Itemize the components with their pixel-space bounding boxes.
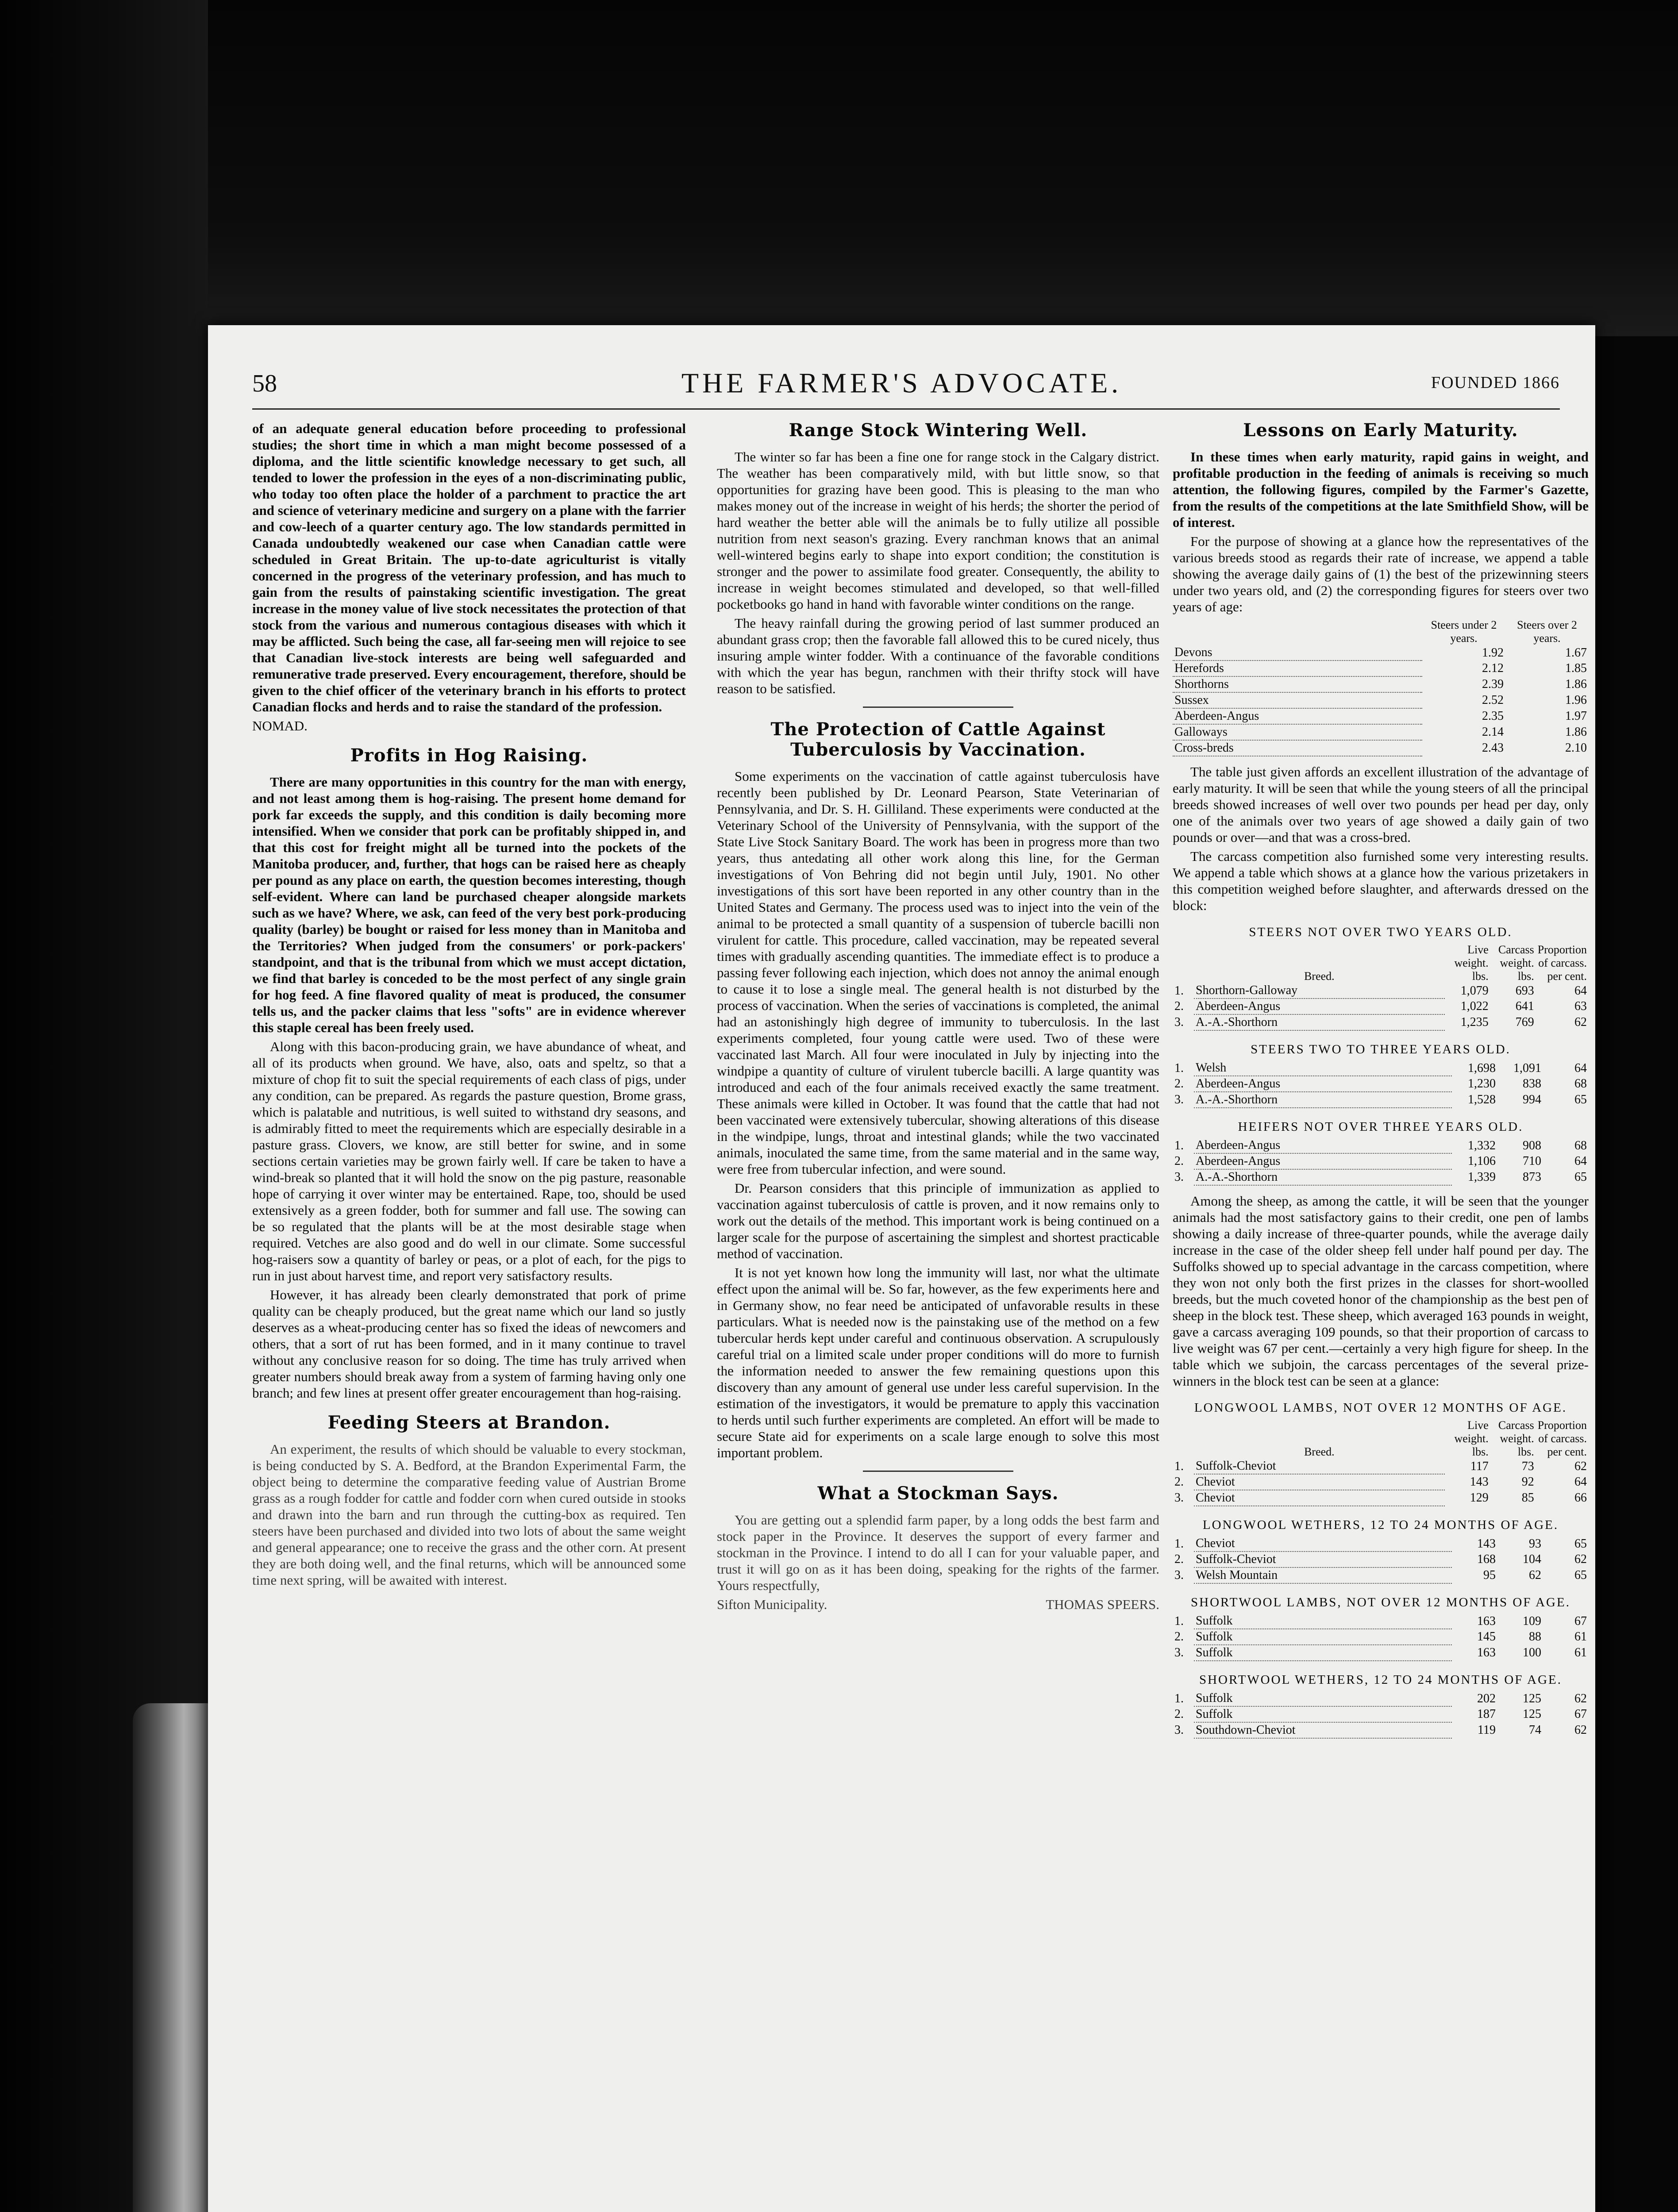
table-header-cell: Live weight. lbs. xyxy=(1454,943,1489,983)
rank-cell: 3. xyxy=(1174,1491,1184,1505)
rank-cell: 1. xyxy=(1174,1691,1184,1705)
carcass-weight-cell: 1,091 xyxy=(1513,1061,1541,1075)
carcass-table xyxy=(1173,1060,1589,1108)
gain-over-two-cell: 1.97 xyxy=(1565,709,1587,723)
breed-cell: Shorthorn-Galloway xyxy=(1194,983,1445,998)
table-row xyxy=(1173,661,1589,676)
section-rule xyxy=(863,1471,1013,1472)
table-header-row xyxy=(1173,618,1589,645)
carcass-weight-cell: 93 xyxy=(1529,1536,1541,1551)
live-weight-cell: 1,332 xyxy=(1468,1138,1496,1152)
carcass-weight-cell: 100 xyxy=(1523,1646,1541,1659)
breed-cell: Shorthorns xyxy=(1173,676,1422,692)
live-weight-cell: 95 xyxy=(1483,1568,1496,1582)
table-caption: STEERS NOT OVER TWO YEARS OLD. xyxy=(1249,925,1513,939)
table-row xyxy=(1173,1014,1589,1030)
table-row xyxy=(1173,1722,1589,1738)
stockman-place: Sifton Municipality. xyxy=(717,1597,827,1612)
table-header-cell: Breed. xyxy=(1304,1445,1335,1458)
rank-cell: 3. xyxy=(1174,1723,1184,1737)
breed-cell: Cheviot xyxy=(1194,1474,1445,1490)
gain-over-two-cell: 1.85 xyxy=(1565,661,1587,675)
daily-gain-table xyxy=(1173,618,1589,757)
table-header-cell: Carcass weight. lbs. xyxy=(1498,1419,1534,1458)
table-row xyxy=(1173,1551,1589,1567)
live-weight-cell: 145 xyxy=(1477,1630,1496,1644)
carcass-table xyxy=(1173,943,1589,1031)
range-heading: Range Stock Wintering Well. xyxy=(789,420,1088,441)
live-weight-cell: 1,339 xyxy=(1468,1170,1496,1184)
steers-heading: Feeding Steers at Brandon. xyxy=(327,1412,611,1433)
proportion-cell: 61 xyxy=(1574,1646,1587,1659)
proportion-cell: 67 xyxy=(1574,1614,1587,1628)
rank-cell: 1. xyxy=(1174,983,1184,998)
carcass-weight-cell: 73 xyxy=(1521,1459,1534,1473)
live-weight-cell: 117 xyxy=(1470,1459,1489,1473)
table-row xyxy=(1173,1567,1589,1583)
proportion-cell: 62 xyxy=(1574,1691,1587,1705)
carcass-weight-cell: 873 xyxy=(1523,1170,1541,1184)
table-header-cell: Breed. xyxy=(1304,970,1335,983)
carcass-weight-cell: 62 xyxy=(1529,1568,1541,1582)
cattle-tables xyxy=(1173,925,1589,1186)
live-weight-cell: 143 xyxy=(1470,1475,1489,1489)
header-rule xyxy=(252,408,1560,410)
table-header-cell: Live weight. lbs. xyxy=(1454,1419,1489,1458)
table-row xyxy=(1173,998,1589,1014)
table-caption: SHORTWOOL WETHERS, 12 TO 24 MONTHS OF AGE. xyxy=(1199,1673,1563,1687)
live-weight-cell: 1,079 xyxy=(1460,983,1489,998)
proportion-cell: 65 xyxy=(1574,1093,1587,1106)
rank-cell: 2. xyxy=(1174,1630,1184,1644)
table-header-cell: Carcass weight. lbs. xyxy=(1498,943,1534,983)
proportion-cell: 63 xyxy=(1574,999,1587,1013)
proportion-cell: 64 xyxy=(1574,1061,1587,1075)
tuberculosis-paragraph: Dr. Pearson considers that this principle of immunization as applied to vaccination against tuberculosis of cattle is proven, and it now remains only to work out the details of the method. This important work is being continued on a larger scale for the purpose of ascertaining the simplest and shortest practicable method of vaccination. xyxy=(717,1180,1159,1261)
table-note-paragraph: The carcass competition also furnished some very interesting results. We append a table which shows at a glance how the various prizetakers in this competition weighed before slaughter, and afterwards dressed on the block: xyxy=(1173,849,1589,913)
proportion-cell: 62 xyxy=(1574,1552,1587,1566)
table-row xyxy=(1173,724,1589,740)
proportion-cell: 65 xyxy=(1574,1170,1587,1184)
carcass-weight-cell: 838 xyxy=(1523,1077,1541,1091)
table-row xyxy=(1173,1613,1589,1629)
breed-cell: Suffolk xyxy=(1194,1691,1452,1706)
table-header-cell xyxy=(1173,1419,1194,1459)
range-paragraph: The heavy rainfall during the growing period of last summer produced an abundant grass crop; then the favorable fall allowed this to be cured nicely, thus insuring ample winter fodder. With a continuance of the favorable conditions with which the year has begun, ranchmen with their thrifty stock will have reason to be satisfied. xyxy=(717,615,1159,696)
live-weight-cell: 163 xyxy=(1477,1614,1496,1628)
rank-cell: 1. xyxy=(1174,1614,1184,1628)
table-caption: STEERS TWO TO THREE YEARS OLD. xyxy=(1251,1042,1511,1056)
gain-over-two-cell: 2.10 xyxy=(1565,741,1587,755)
carcass-table xyxy=(1173,1138,1589,1186)
table-row xyxy=(1173,1092,1589,1108)
breed-cell: Suffolk xyxy=(1194,1645,1452,1661)
breed-cell: A.-A.-Shorthorn xyxy=(1194,1169,1452,1185)
table-row xyxy=(1173,1629,1589,1645)
breed-cell: Devons xyxy=(1173,645,1422,661)
gain-under-two-cell: 2.43 xyxy=(1482,741,1504,755)
proportion-cell: 64 xyxy=(1574,1154,1587,1168)
running-head xyxy=(208,369,1595,405)
breed-cell: A.-A.-Shorthorn xyxy=(1194,1014,1445,1030)
breed-cell: Cross-breds xyxy=(1173,740,1422,756)
rank-cell: 1. xyxy=(1174,1536,1184,1551)
table-header-row xyxy=(1173,943,1589,983)
breed-cell: Welsh Mountain xyxy=(1194,1567,1452,1583)
live-weight-cell: 1,106 xyxy=(1468,1154,1496,1168)
breed-cell: Aberdeen-Angus xyxy=(1173,708,1422,724)
rank-cell: 2. xyxy=(1174,1154,1184,1168)
breed-cell: Suffolk-Cheviot xyxy=(1194,1459,1445,1474)
rank-cell: 2. xyxy=(1174,1475,1184,1489)
table-caption: HEIFERS NOT OVER THREE YEARS OLD. xyxy=(1238,1120,1524,1134)
breed-cell: Aberdeen-Angus xyxy=(1194,1138,1452,1153)
rank-cell: 3. xyxy=(1174,1568,1184,1582)
live-weight-cell: 1,528 xyxy=(1468,1093,1496,1106)
hog-paragraph: However, it has already been clearly demonstrated that pork of prime quality can be cheaply produced, but the great name which our land so justly deserves as a wheat-producing center has so fixed the ideas of newcomers and others, that a sort of rut has been formed, and in it many continue to travel without any conclusive reason for so doing. The time has truly arrived when greater numbers should break away from a system of farming having only one branch; and few lines at present offer greater encouragement than hog-raising. xyxy=(252,1287,686,1401)
proportion-cell: 68 xyxy=(1574,1077,1587,1091)
carcass-table xyxy=(1173,1419,1589,1506)
gain-over-two-cell: 1.96 xyxy=(1565,693,1587,707)
steers-paragraph: An experiment, the results of which should be valuable to every stockman, is being conducted by S. A. Bedford, at the Brandon Experimental Farm, the object being to determine the comparative feeding value of Austrian Brome grass as a rough fodder for cattle and fodder corn when cured outside in stooks and drawn into the barn and run through the cutting-box as required. Ten steers have been purchased and divided into two lots of about the same weight and general appearance; one to receive the grass and the other corn. At present they are both doing well, and the final returns, which will be announced some time next spring, will be awaited with interest. xyxy=(252,1441,686,1588)
table-header-cell: Proportion of carcass. per cent. xyxy=(1537,1419,1587,1458)
live-weight-cell: 129 xyxy=(1470,1491,1489,1505)
proportion-cell: 65 xyxy=(1574,1568,1587,1582)
tuberculosis-heading: The Protection of Cattle Against Tuberculosis by Vaccination. xyxy=(770,719,1106,760)
proportion-cell: 62 xyxy=(1574,1723,1587,1737)
table-note-paragraph: The table just given affords an excellent illustration of the advantage of early maturity. It will be seen that while the young steers of all the principal breeds showed increases of well over two pounds per head per day, only one of the animals over two years of age showed a daily gain of two pounds or over—and that was a cross-bred. xyxy=(1173,764,1589,845)
gain-over-two-cell: 1.86 xyxy=(1565,677,1587,691)
live-weight-cell: 168 xyxy=(1477,1552,1496,1566)
proportion-cell: 64 xyxy=(1574,1475,1587,1489)
live-weight-cell: 1,022 xyxy=(1460,999,1489,1013)
proportion-cell: 68 xyxy=(1574,1138,1587,1152)
section-rule xyxy=(863,707,1013,708)
nomad-signature: NOMAD. xyxy=(252,718,308,733)
stockman-name: THOMAS SPEERS. xyxy=(1046,1597,1159,1612)
stockman-heading: What a Stockman Says. xyxy=(817,1483,1059,1504)
stockman-signature xyxy=(717,1596,1159,1613)
breed-cell: Suffolk xyxy=(1194,1613,1452,1629)
gain-under-two-cell: 2.52 xyxy=(1482,693,1504,707)
carcass-weight-cell: 88 xyxy=(1529,1630,1541,1644)
live-weight-cell: 1,235 xyxy=(1460,1015,1489,1029)
rank-cell: 3. xyxy=(1174,1170,1184,1184)
table-row xyxy=(1173,1691,1589,1706)
hog-paragraph: Along with this bacon-producing grain, we have abundance of wheat, and all of its products when ground. We have, also, oats and speltz, so that a mixture of chop fit to suit the special requirements of each class of pigs, under any condition, can be prepared. As regards the pasture question, Brome grass, which is palatable and nutritious, is well suited to withstand dry seasons, and is admirably fitted to meet the requirements which are especially desirable in a pasture grass. Clovers, we know, are still better for swine, and in some sections certain varieties may be grown fairly well. If care be taken to have a wind-break so planted that it will hold the snow on the pig pasture, reasonable hope of carrying it over winter may be entertained. Rape, too, should be used extensively as a green fodder, both for summer and fall use. The sowing can be so regulated that the plants will be at the most desirable stage when required. Vetches are also good and do well in our climate. Some successful hog-raisers sow a quantity of barley or peas, or a plot of each, for the pigs to run in just about harvest time, and report very satisfactory results. xyxy=(252,1039,686,1283)
breed-cell: Southdown-Cheviot xyxy=(1194,1722,1452,1738)
carcass-weight-cell: 710 xyxy=(1523,1154,1541,1168)
table-row xyxy=(1173,1060,1589,1076)
founded-note: FOUNDED 1866 xyxy=(1431,373,1560,392)
proportion-cell: 62 xyxy=(1574,1459,1587,1473)
table-row xyxy=(1173,1474,1589,1490)
rank-cell: 1. xyxy=(1174,1459,1184,1473)
gain-under-two-cell: 2.35 xyxy=(1482,709,1504,723)
breed-cell: Suffolk xyxy=(1194,1706,1452,1722)
table-header-cell xyxy=(1173,943,1194,983)
table-row xyxy=(1173,740,1589,756)
rank-cell: 2. xyxy=(1174,1707,1184,1721)
table-row xyxy=(1173,1706,1589,1722)
table-header-cell: Steers over 2 years. xyxy=(1517,618,1577,645)
table-row xyxy=(1173,708,1589,724)
column-middle xyxy=(717,420,1159,1615)
table-row xyxy=(1173,1138,1589,1153)
live-weight-cell: 119 xyxy=(1478,1723,1496,1737)
gain-under-two-cell: 2.39 xyxy=(1482,677,1504,691)
breed-cell: Sussex xyxy=(1173,692,1422,708)
table-row xyxy=(1173,1536,1589,1551)
proportion-cell: 65 xyxy=(1574,1536,1587,1551)
carcass-weight-cell: 994 xyxy=(1523,1093,1541,1106)
breed-cell: A.-A.-Shorthorn xyxy=(1194,1092,1452,1108)
table-row xyxy=(1173,1076,1589,1092)
proportion-cell: 67 xyxy=(1574,1707,1587,1721)
proportion-cell: 62 xyxy=(1574,1015,1587,1029)
table-header-row xyxy=(1173,1419,1589,1459)
live-weight-cell: 202 xyxy=(1477,1691,1496,1705)
table-header-cell: Proportion of carcass. per cent. xyxy=(1537,943,1587,983)
rank-cell: 2. xyxy=(1174,1077,1184,1091)
carcass-weight-cell: 769 xyxy=(1515,1015,1534,1029)
sheep-paragraph: Among the sheep, as among the cattle, it will be seen that the younger animals had the most satisfactory gains to their credit, one pen of lambs showing a daily increase of three-quarter pounds, while the average daily increase in the case of the older sheep fell under half pound per day. The Suffolks showed up to special advantage in the carcass competition, where they won not only both the first prizes in the classes for short-woolled breeds, but the much coveted honor of the championship as the best pen of sheep in the block test. These sheep, which averaged 163 pounds in weight, gave a carcass averaging 109 pounds, so that their proportion of carcass to live weight was 67 per cent.—certainly a very high figure for sheep. In the table which we subjoin, the carcass percentages of the several prize-winners in the block test can be seen at a glance: xyxy=(1173,1193,1589,1389)
table-row xyxy=(1173,1645,1589,1661)
gain-under-two-cell: 2.12 xyxy=(1482,661,1504,675)
proportion-cell: 61 xyxy=(1574,1630,1587,1644)
gain-over-two-cell: 1.67 xyxy=(1565,645,1587,660)
hog-paragraph: There are many opportunities in this country for the man with energy, and not least among them is hog-raising. The present home demand for pork far exceeds the supply, and this condition is daily becoming more intensified. When we consider that pork can be profitably shipped in, and that this cost for freight might all be turned into the pockets of the Manitoba producer, and, further, that hogs can be raised here as cheaply per pound as any place on earth, the question becomes interesting, though self-evident. Where can land be purchased cheaper alongside markets such as we have? Where, we ask, can feed of the very best pork-producing quality (barley) be bought or raised for less money than in Manitoba and the Territories? When judged from the consumers' or pork-packers' standpoint, and that is the tribunal from which we must accept dictation, we find that barley is conceded to be the most perfect of any single grain for hog feed. A fine flavored quality of meat is produced, the consumer tells us, and the packer claims that less "softs" are in evidence wherever this staple cereal has been freely used. xyxy=(252,774,686,1035)
hog-heading: Profits in Hog Raising. xyxy=(350,745,588,766)
breed-cell: Cheviot xyxy=(1194,1536,1452,1551)
carcass-weight-cell: 74 xyxy=(1529,1723,1541,1737)
table-row xyxy=(1173,645,1589,661)
breed-cell: Cheviot xyxy=(1194,1490,1445,1506)
rank-cell: 3. xyxy=(1174,1015,1184,1029)
proportion-cell: 66 xyxy=(1574,1491,1587,1505)
breed-cell: Herefords xyxy=(1173,661,1422,676)
table-row xyxy=(1173,692,1589,708)
lessons-heading: Lessons on Early Maturity. xyxy=(1243,420,1518,441)
breed-cell: Galloways xyxy=(1173,724,1422,740)
lessons-paragraph: In these times when early maturity, rapid gains in weight, and profitable production in the feeding of animals is receiving so much attention, the following figures, compiled by the Farmer's Gazette, from the results of the competitions at the late Smithfield Show, will be of interest. xyxy=(1173,449,1589,530)
nomad-paragraph: of an adequate general education before proceeding to professional studies; the short time in which a man might become possessed of a diploma, and the little scientific knowledge necessary to get such, all tended to lower the profession in the eyes of a non-discriminating public, who today too often place the holder of a parchment to practice the art and science of veterinary medicine and surgery on a plane with the farrier and cow-leech of a quarter century ago. The low standards permitted in Canada undoubtedly weakened our case when Canadian cattle were scheduled in Great Britain. The up-to-date agriculturist is vitally concerned in the progress of the veterinary profession, and has much to gain from the results of painstaking scientific investigation. The great increase in the money value of live stock necessitates the protection of that stock from the various and numerous contagious diseases with which it may be afflicted. Such being the case, all far-seeing men will rejoice to see that Canadian live-stock interests are being well safeguarded and remunerative trade preserved. Every encouragement, therefore, should be given to the chief officer of the veterinary branch in his efforts to protect Canadian flocks and herds and to raise the standard of the profession. xyxy=(252,421,686,714)
gain-under-two-cell: 2.14 xyxy=(1482,725,1504,739)
carcass-weight-cell: 92 xyxy=(1521,1475,1534,1489)
carcass-weight-cell: 125 xyxy=(1523,1707,1541,1721)
gain-under-two-cell: 1.92 xyxy=(1482,645,1504,660)
rank-cell: 2. xyxy=(1174,999,1184,1013)
breed-cell: Aberdeen-Angus xyxy=(1194,1153,1452,1169)
page-number: 58 xyxy=(252,370,277,397)
live-weight-cell: 163 xyxy=(1477,1646,1496,1659)
carcass-table xyxy=(1173,1691,1589,1739)
live-weight-cell: 1,698 xyxy=(1468,1061,1496,1075)
carcass-weight-cell: 85 xyxy=(1521,1491,1534,1505)
live-weight-cell: 187 xyxy=(1477,1707,1496,1721)
masthead: THE FARMER'S ADVOCATE. xyxy=(681,367,1122,399)
breed-cell: Aberdeen-Angus xyxy=(1194,1076,1452,1092)
carcass-weight-cell: 641 xyxy=(1515,999,1534,1013)
breed-cell: Suffolk xyxy=(1194,1629,1452,1645)
table-caption: LONGWOOL LAMBS, NOT OVER 12 MONTHS OF AGE. xyxy=(1194,1401,1567,1415)
table-row xyxy=(1173,1459,1589,1474)
column-left xyxy=(252,420,686,1591)
rank-cell: 1. xyxy=(1174,1061,1184,1075)
proportion-cell: 64 xyxy=(1574,983,1587,998)
table-caption: SHORTWOOL LAMBS, NOT OVER 12 MONTHS OF AGE. xyxy=(1191,1595,1570,1609)
table-row xyxy=(1173,1490,1589,1506)
carcass-weight-cell: 693 xyxy=(1515,983,1534,998)
stockman-paragraph: You are getting out a splendid farm paper, by a long odds the best farm and stock paper in the Province. It deserves the support of every farmer and stockman in the Province. I intend to do all I can for your valuable paper, and trust it will go on as it has been doing, speaking for the rights of the farmer. Yours respectfully, xyxy=(717,1512,1159,1593)
carcass-weight-cell: 104 xyxy=(1523,1552,1541,1566)
sheep-tables xyxy=(1173,1401,1589,1739)
table-row xyxy=(1173,676,1589,692)
breed-cell: Aberdeen-Angus xyxy=(1194,998,1445,1014)
scan-background-top xyxy=(208,0,1678,336)
rank-cell: 2. xyxy=(1174,1552,1184,1566)
carcass-weight-cell: 908 xyxy=(1523,1138,1541,1152)
table-row xyxy=(1173,1169,1589,1185)
rank-cell: 3. xyxy=(1174,1093,1184,1106)
table-header-cell: Steers under 2 years. xyxy=(1431,618,1497,645)
table-row xyxy=(1173,1153,1589,1169)
breed-cell: Welsh xyxy=(1194,1060,1452,1076)
carcass-table xyxy=(1173,1613,1589,1661)
table-row xyxy=(1173,983,1589,998)
table-header-cell xyxy=(1173,618,1422,645)
range-paragraph: The winter so far has been a fine one for range stock in the Calgary district. The weather has been comparatively mild, with but little snow, so that opportunities for grazing have been good. This is pleasing to the man who makes money out of the increase in weight of his herds; the shorter the period of hard weather the better able will the animals be to fully utilize all possible nutrition from next season's grazing. Every ranchman knows that an animal well-wintered begins early to shape into export condition; the constitution is stronger and the power to assimilate food greater. Consequently, the ability to increase in weight becomes stimulated and developed, so that well-filled pocketbooks go hand in hand with favorable winter conditions on the range. xyxy=(717,449,1159,612)
lessons-paragraph: For the purpose of showing at a glance how the representatives of the various breeds stood as regards their rate of increase, we append a table showing the average daily gains of (1) the best of the prizewinning steers under two years old, and (2) the corresponding figures for steers over two years of age: xyxy=(1173,534,1589,614)
gain-over-two-cell: 1.86 xyxy=(1565,725,1587,739)
column-right xyxy=(1173,420,1589,1746)
carcass-weight-cell: 109 xyxy=(1523,1614,1541,1628)
carcass-table xyxy=(1173,1536,1589,1584)
table-caption: LONGWOOL WETHERS, 12 TO 24 MONTHS OF AGE. xyxy=(1202,1518,1559,1532)
rank-cell: 1. xyxy=(1174,1138,1184,1152)
tuberculosis-paragraph: It is not yet known how long the immunity will last, nor what the ultimate effect upon the animal will be. So far, however, as the few experiments here and in Germany show, no fear need be anticipated of unfavorable results in these particulars. What is needed now is the painstaking use of the method on a few tubercular herds kept under careful and continuous observation. A scrupulously careful trial on a limited scale under proper conditions will do more to furnish the information needed to answer the few remaining questions upon this discovery than any amount of general use under less careful supervision. In the estimation of the investigators, it would be premature to apply this vaccination to herds until such further experiments are completed. An effort will be made to secure State aid for experiments on a scale large enough to solve this most important problem. xyxy=(717,1265,1159,1460)
live-weight-cell: 143 xyxy=(1477,1536,1496,1551)
newspaper-page xyxy=(208,325,1595,2212)
live-weight-cell: 1,230 xyxy=(1468,1077,1496,1091)
tuberculosis-paragraph: Some experiments on the vaccination of cattle against tuberculosis have recently been published by Dr. Leonard Pearson, State Veterinarian of Pennsylvania, and Dr. S. H. Gilliland. These experiments were conducted at the Veterinary School of the University of Pennsylvania, with the support of the State Live Stock Sanitary Board. The work has been in progress more than two years, thus antedating all other work along this line, for the German investigations of Von Behring did not begin until July, 1901. No other investigations of this sort have been reported in any other country than in the United States and Germany. The process used was to inject into the vein of the animal to be protected a small quantity of a suspension of tubercle bacilli non virulent for cattle. This procedure, called vaccination, may be repeated several times with gradually ascending quantities. The immediate effect is to produce a passing fever following each injection, which does not annoy the animal enough to cause it to lose a single meal. The general health is not disturbed by the process of vaccination. When the series of vaccinations is completed, the animal had an astonishingly high degree of immunity to tuberculosis. In the last experiments completed, four young cattle were used. Two of these were vaccinated last March. All four were inoculated in July by injecting into the windpipe a quantity of culture of virulent tubercle bacilli. A large quantity was introduced and each of the four animals received exactly the same treatment. These animals were killed in October. It was found that the cattle that had not been vaccinated were extensively tubercular, showing alterations of this disease in the windpipe, lungs, throat and intestinal glands; while the two vaccinated animals, inoculated the same time, from the same material and in the same way, were free from tubercular infection, and were sound. xyxy=(717,768,1159,1177)
rank-cell: 3. xyxy=(1174,1646,1184,1659)
breed-cell: Suffolk-Cheviot xyxy=(1194,1551,1452,1567)
carcass-weight-cell: 125 xyxy=(1523,1691,1541,1705)
